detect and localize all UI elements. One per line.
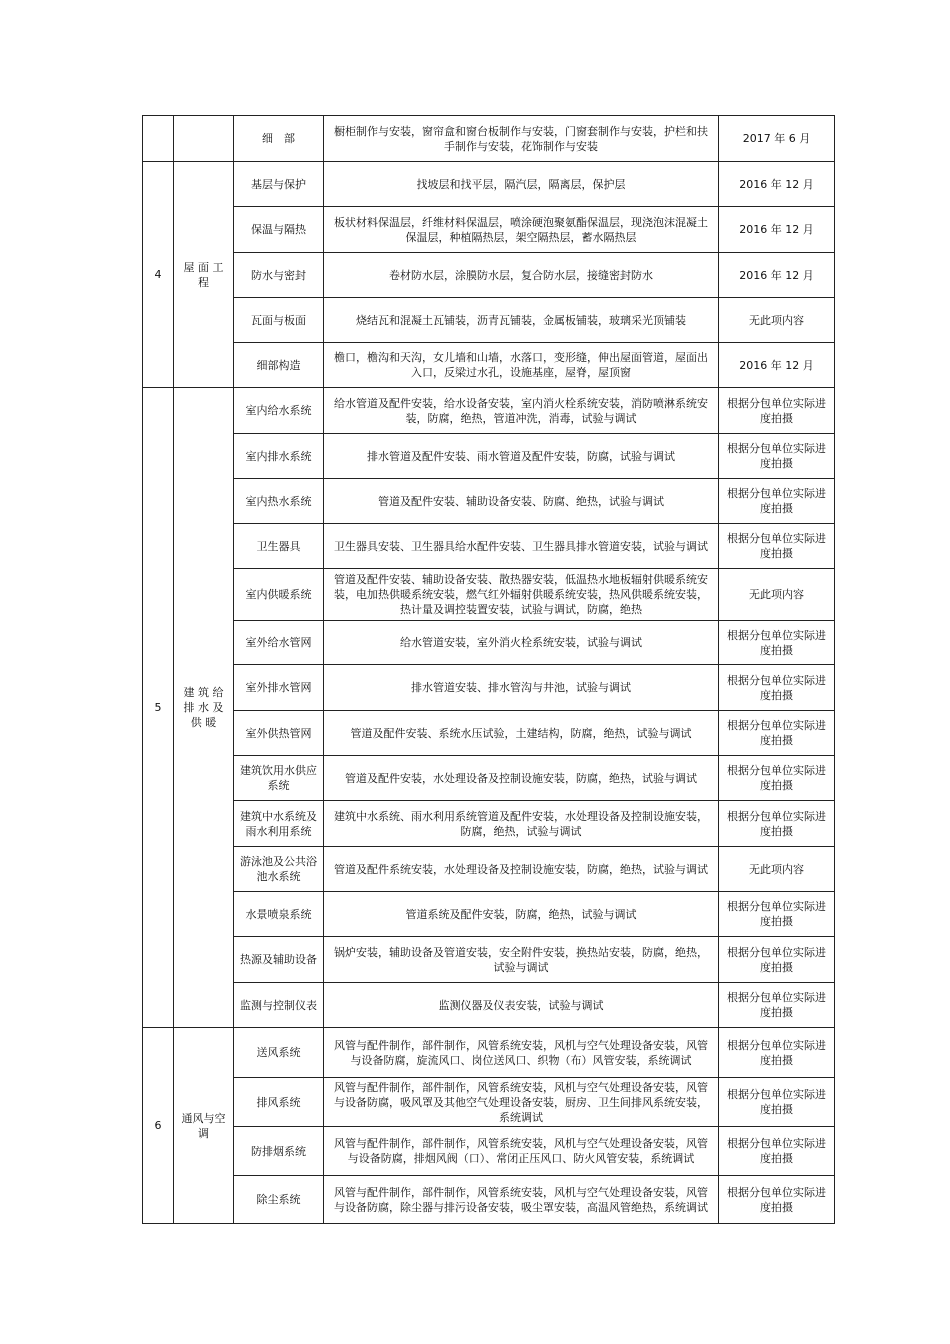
subitem-content: 排水管道及配件安装、雨水管道及配件安装，防腐，试验与调试 [324,434,719,479]
subitem-name: 热源及辅助设备 [234,937,324,983]
photo-schedule: 根据分包单位实际进度拍摄 [719,621,835,665]
subitem-content: 监测仪器及仪表安装，试验与调试 [324,983,719,1028]
photo-schedule: 根据分包单位实际进度拍摄 [719,801,835,847]
subitem-name: 水景喷泉系统 [234,892,324,937]
subitem-name: 保温与隔热 [234,207,324,253]
subitem-content: 管道系统及配件安装，防腐，绝热，试验与调试 [324,892,719,937]
subitem-content: 管道及配件安装、系统水压试验，土建结构，防腐，绝热，试验与调试 [324,711,719,756]
subitem-name: 细部构造 [234,343,324,388]
photo-schedule: 根据分包单位实际进度拍摄 [719,711,835,756]
subitem-name: 细 部 [234,116,324,162]
table-row [143,253,835,298]
table-row [143,801,835,847]
subitem-content: 风管与配件制作，部件制作，风管系统安装，风机与空气处理设备安装，风管与设备防腐，除尘器与排污设备安装，吸尘罩安装，高温风管绝热，系统调试 [324,1176,719,1224]
photo-schedule: 根据分包单位实际进度拍摄 [719,388,835,434]
photo-schedule: 无此项内容 [719,569,835,621]
table-row [143,1176,835,1224]
category-name [174,116,234,162]
item-number: 4 [143,162,174,388]
photo-schedule: 2016 年 12 月 [719,162,835,207]
subitem-content: 风管与配件制作，部件制作，风管系统安装，风机与空气处理设备安装，风管与设备防腐，旋流风口、岗位送风口、织物（布）风管安装，系统调试 [324,1028,719,1078]
photo-schedule: 根据分包单位实际进度拍摄 [719,1176,835,1224]
subitem-content: 檐口，檐沟和天沟，女儿墙和山墙，水落口，变形缝，伸出屋面管道，屋面出入口，反梁过水孔，设施基座，屋脊，屋顶窗 [324,343,719,388]
table-row [143,1127,835,1176]
table-row [143,162,835,207]
subitem-name: 室内给水系统 [234,388,324,434]
table-row [143,524,835,569]
photo-schedule: 2016 年 12 月 [719,253,835,298]
item-number [143,116,174,162]
table-row [143,1078,835,1127]
subitem-content: 管道及配件安装，水处理设备及控制设施安装，防腐，绝热，试验与调试 [324,756,719,801]
table-row [143,756,835,801]
construction-items-table [142,115,835,1224]
subitem-content: 管道及配件安装、辅助设备安装、散热器安装，低温热水地板辐射供暖系统安装，电加热供暖系统安装，燃气红外辐射供暖系统安装，热风供暖系统安装，热计量及调控装置安装，试验与调试，防腐，绝热 [324,569,719,621]
table-row [143,298,835,343]
table-row [143,983,835,1028]
subitem-name: 建筑饮用水供应系统 [234,756,324,801]
subitem-content: 卷材防水层，涂膜防水层，复合防水层，接缝密封防水 [324,253,719,298]
subitem-name: 送风系统 [234,1028,324,1078]
subitem-name: 室外给水管网 [234,621,324,665]
subitem-content: 烧结瓦和混凝土瓦铺装，沥青瓦铺装，金属板铺装，玻璃采光顶铺装 [324,298,719,343]
table-row [143,847,835,892]
photo-schedule: 根据分包单位实际进度拍摄 [719,937,835,983]
subitem-content: 管道及配件系统安装，水处理设备及控制设施安装，防腐，绝热，试验与调试 [324,847,719,892]
table-row [143,388,835,434]
photo-schedule: 根据分包单位实际进度拍摄 [719,434,835,479]
subitem-content: 板状材料保温层，纤维材料保温层，喷涂硬泡聚氨酯保温层，现浇泡沫混凝土保温层，种植隔热层，架空隔热层，蓄水隔热层 [324,207,719,253]
subitem-name: 除尘系统 [234,1176,324,1224]
subitem-content: 卫生器具安装、卫生器具给水配件安装、卫生器具排水管道安装，试验与调试 [324,524,719,569]
table-row [143,937,835,983]
photo-schedule: 无此项内容 [719,298,835,343]
photo-schedule: 根据分包单位实际进度拍摄 [719,983,835,1028]
subitem-content: 风管与配件制作，部件制作，风管系统安装，风机与空气处理设备安装，风管与设备防腐，排烟风阀（口）、常闭正压风口、防火风管安装，系统调试 [324,1127,719,1176]
table-row [143,892,835,937]
photo-schedule: 2016 年 12 月 [719,207,835,253]
subitem-name: 防水与密封 [234,253,324,298]
photo-schedule: 根据分包单位实际进度拍摄 [719,1028,835,1078]
subitem-name: 室内排水系统 [234,434,324,479]
table-row [143,343,835,388]
photo-schedule: 根据分包单位实际进度拍摄 [719,1127,835,1176]
subitem-content: 给水管道及配件安装，给水设备安装，室内消火栓系统安装，消防喷淋系统安装，防腐，绝热，管道冲洗，消毒，试验与调试 [324,388,719,434]
subitem-name: 排风系统 [234,1078,324,1127]
item-number: 5 [143,388,174,1028]
subitem-content: 排水管道安装、排水管沟与井池，试验与调试 [324,665,719,711]
subitem-name: 瓦面与板面 [234,298,324,343]
category-name: 屋 面 工程 [174,162,234,388]
photo-schedule: 根据分包单位实际进度拍摄 [719,479,835,524]
table-row [143,116,835,162]
subitem-name: 游泳池及公共浴池水系统 [234,847,324,892]
subitem-name: 室外供热管网 [234,711,324,756]
table-row [143,621,835,665]
photo-schedule: 2017 年 6 月 [719,116,835,162]
subitem-content: 橱柜制作与安装，窗帘盒和窗台板制作与安装，门窗套制作与安装，护栏和扶手制作与安装，花饰制作与安装 [324,116,719,162]
table-row [143,434,835,479]
photo-schedule: 根据分包单位实际进度拍摄 [719,892,835,937]
subitem-content: 找坡层和找平层，隔汽层，隔离层，保护层 [324,162,719,207]
table-row [143,711,835,756]
category-name: 通风与空调 [174,1028,234,1224]
subitem-name: 建筑中水系统及雨水利用系统 [234,801,324,847]
photo-schedule: 根据分包单位实际进度拍摄 [719,1078,835,1127]
subitem-name: 基层与保护 [234,162,324,207]
table-row [143,665,835,711]
table-row [143,207,835,253]
category-name: 建 筑 给 排 水 及 供 暖 [174,388,234,1028]
subitem-name: 卫生器具 [234,524,324,569]
subitem-content: 给水管道安装，室外消火栓系统安装，试验与调试 [324,621,719,665]
photo-schedule: 无此项内容 [719,847,835,892]
table-row [143,479,835,524]
subitem-name: 监测与控制仪表 [234,983,324,1028]
table-row [143,569,835,621]
photo-schedule: 根据分包单位实际进度拍摄 [719,524,835,569]
subitem-content: 建筑中水系统、雨水利用系统管道及配件安装，水处理设备及控制设施安装，防腐，绝热，试验与调试 [324,801,719,847]
photo-schedule: 根据分包单位实际进度拍摄 [719,756,835,801]
subitem-name: 防排烟系统 [234,1127,324,1176]
subitem-name: 室内热水系统 [234,479,324,524]
table-row [143,1028,835,1078]
item-number: 6 [143,1028,174,1224]
subitem-content: 锅炉安装，辅助设备及管道安装，安全附件安装，换热站安装，防腐，绝热，试验与调试 [324,937,719,983]
subitem-content: 风管与配件制作，部件制作，风管系统安装，风机与空气处理设备安装，风管与设备防腐，吸风罩及其他空气处理设备安装，厨房、卫生间排风系统安装，系统调试 [324,1078,719,1127]
subitem-name: 室外排水管网 [234,665,324,711]
photo-schedule: 根据分包单位实际进度拍摄 [719,665,835,711]
photo-schedule: 2016 年 12 月 [719,343,835,388]
subitem-content: 管道及配件安装、辅助设备安装、防腐、绝热，试验与调试 [324,479,719,524]
subitem-name: 室内供暖系统 [234,569,324,621]
